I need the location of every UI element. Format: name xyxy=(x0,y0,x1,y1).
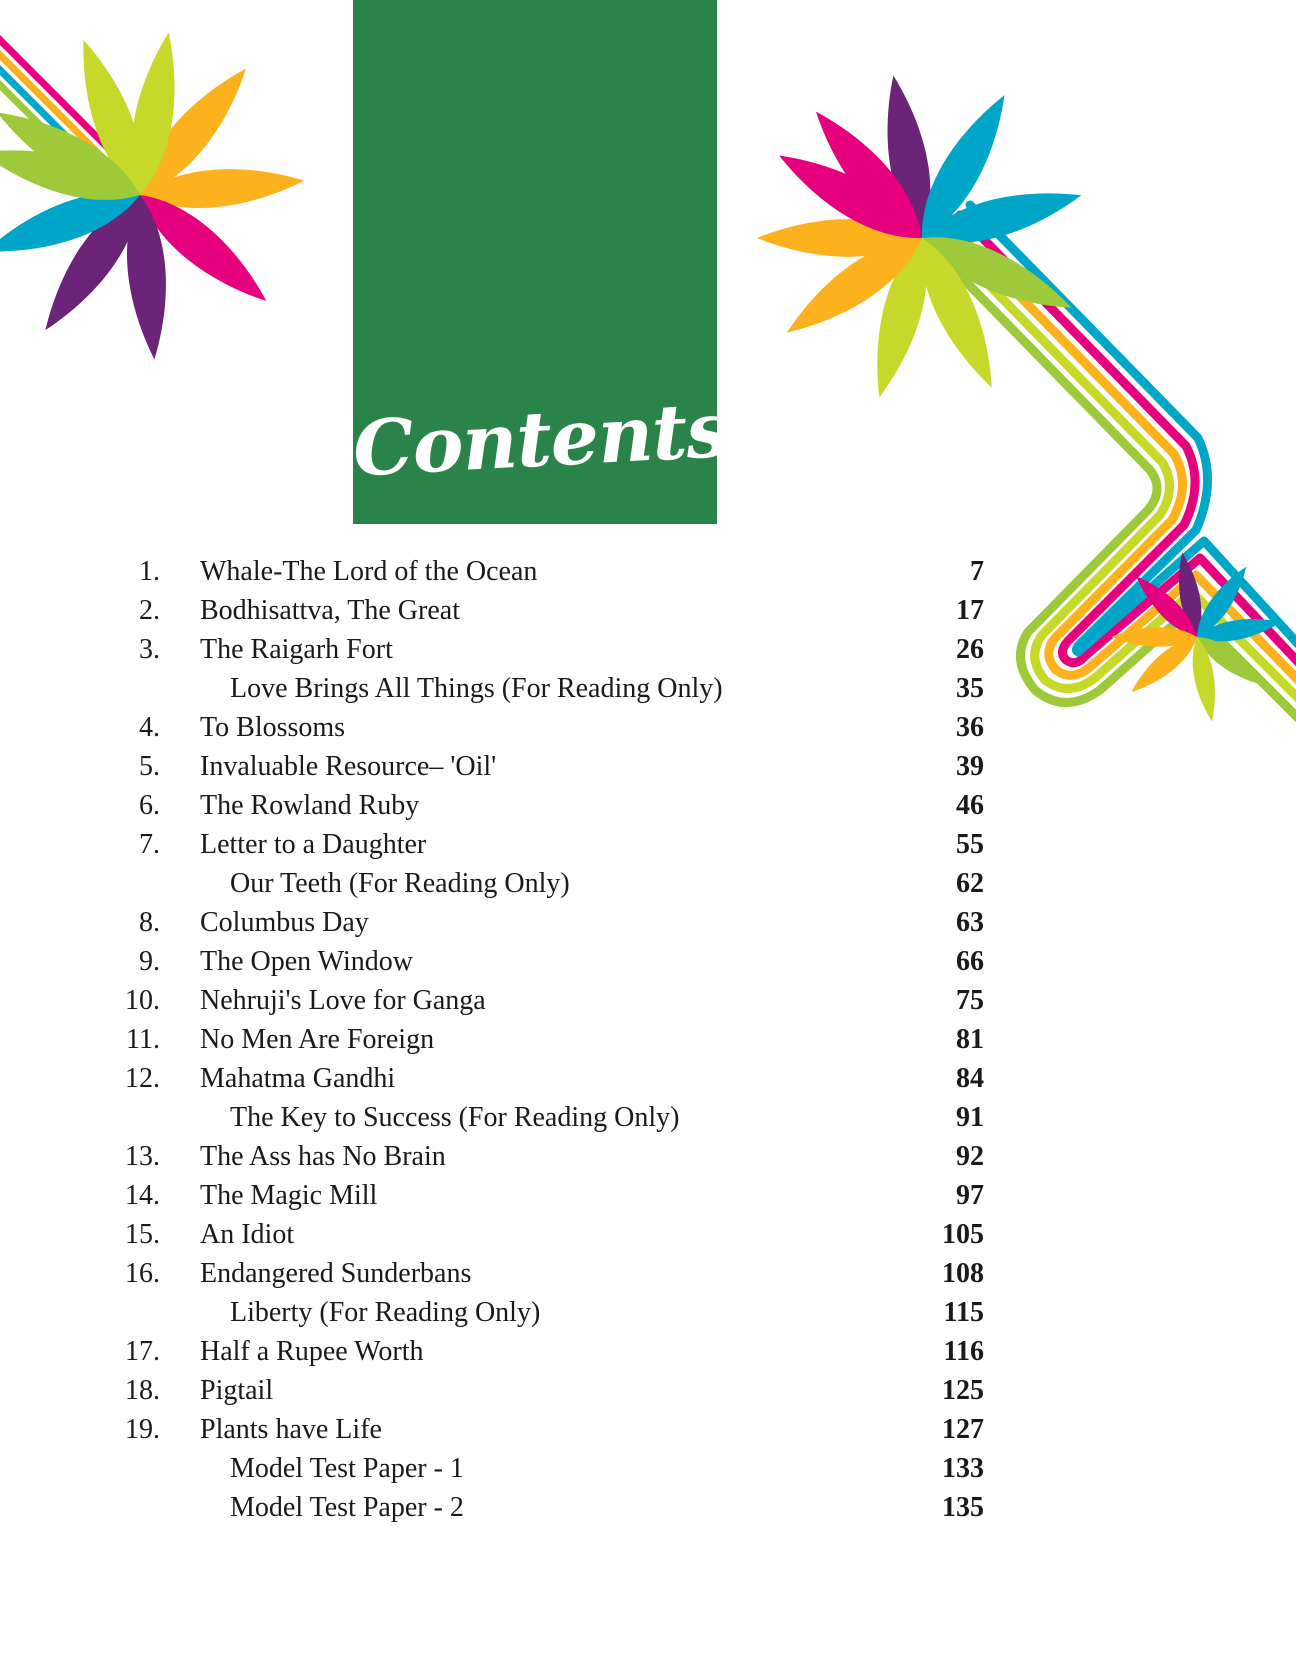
toc-number: 1. xyxy=(139,556,160,587)
flower-top-left-icon xyxy=(0,29,306,361)
toc-title: Whale-The Lord of the Ocean xyxy=(200,556,538,587)
toc-title: The Key to Success (For Reading Only) xyxy=(230,1102,680,1133)
toc-page-number: 36 xyxy=(956,712,984,743)
toc-title: To Blossoms xyxy=(200,712,346,743)
toc-page-number: 91 xyxy=(956,1102,984,1133)
toc-page-number: 7 xyxy=(970,556,984,587)
toc-number: 8. xyxy=(139,907,160,938)
toc-row[interactable] xyxy=(0,1488,1296,1527)
toc-title: Letter to a Daughter xyxy=(200,829,427,860)
toc-page-number: 127 xyxy=(942,1414,984,1445)
toc-title: The Ass has No Brain xyxy=(200,1141,446,1172)
toc-title: The Magic Mill xyxy=(200,1180,378,1211)
toc-title: Love Brings All Things (For Reading Only) xyxy=(230,673,723,704)
toc-number: 10. xyxy=(125,985,160,1016)
toc-number: 5. xyxy=(139,751,160,782)
toc-title: Our Teeth (For Reading Only) xyxy=(230,868,570,899)
toc-page-number: 105 xyxy=(942,1219,984,1250)
toc-page-number: 133 xyxy=(942,1453,984,1484)
toc-page-number: 17 xyxy=(956,595,984,626)
toc-number: 6. xyxy=(139,790,160,821)
toc-row[interactable] xyxy=(0,981,1296,1020)
toc-title: Invaluable Resource– 'Oil' xyxy=(200,751,497,782)
toc-page-number: 46 xyxy=(956,790,984,821)
toc-title: Pigtail xyxy=(200,1375,274,1406)
toc-page-number: 39 xyxy=(956,751,984,782)
toc-row[interactable] xyxy=(0,1137,1296,1176)
toc-row[interactable] xyxy=(0,942,1296,981)
toc-page-number: 97 xyxy=(956,1180,984,1211)
toc-title: The Raigarh Fort xyxy=(200,634,393,665)
toc-page-number: 92 xyxy=(956,1141,984,1172)
toc-page-number: 125 xyxy=(942,1375,984,1406)
toc-number: 16. xyxy=(125,1258,160,1289)
toc-page-number: 108 xyxy=(942,1258,984,1289)
toc-row[interactable] xyxy=(0,1254,1296,1293)
toc-number: 19. xyxy=(125,1414,160,1445)
toc-row[interactable] xyxy=(0,903,1296,942)
toc-page-number: 35 xyxy=(956,673,984,704)
toc-number: 15. xyxy=(125,1219,160,1250)
toc-page-number: 66 xyxy=(956,946,984,977)
toc-row[interactable] xyxy=(0,825,1296,864)
toc-page-number: 75 xyxy=(956,985,984,1016)
toc-number: 9. xyxy=(139,946,160,977)
toc-title: Bodhisattva, The Great xyxy=(200,595,460,626)
toc-row[interactable] xyxy=(0,786,1296,825)
toc-title: The Rowland Ruby xyxy=(200,790,420,821)
toc-title: Model Test Paper - 2 xyxy=(230,1492,464,1523)
toc-row[interactable] xyxy=(0,630,1296,669)
toc-title: Model Test Paper - 1 xyxy=(230,1453,464,1484)
toc-page-number: 81 xyxy=(956,1024,984,1055)
toc-row[interactable] xyxy=(0,1098,1296,1137)
toc-number: 12. xyxy=(125,1063,160,1094)
toc-row[interactable] xyxy=(0,1215,1296,1254)
toc-number: 3. xyxy=(139,634,160,665)
page-title: Contents xyxy=(350,384,731,494)
toc-page-number: 55 xyxy=(956,829,984,860)
toc-title: The Open Window xyxy=(200,946,413,977)
toc-number: 18. xyxy=(125,1375,160,1406)
toc-number: 2. xyxy=(139,595,160,626)
toc-number: 14. xyxy=(125,1180,160,1211)
toc-row[interactable] xyxy=(0,1449,1296,1488)
toc-title: An Idiot xyxy=(200,1219,295,1250)
toc-page-number: 26 xyxy=(956,634,984,665)
toc-number: 13. xyxy=(125,1141,160,1172)
toc-row[interactable] xyxy=(0,1020,1296,1059)
toc-row[interactable] xyxy=(0,552,1296,591)
toc-row[interactable] xyxy=(0,591,1296,630)
toc-title: Columbus Day xyxy=(200,907,369,938)
toc-number: 17. xyxy=(125,1336,160,1367)
toc-row[interactable] xyxy=(0,1176,1296,1215)
toc-page-number: 63 xyxy=(956,907,984,938)
toc-page-number: 62 xyxy=(956,868,984,899)
toc-number: 11. xyxy=(126,1024,160,1055)
toc-row[interactable] xyxy=(0,747,1296,786)
toc-row[interactable] xyxy=(0,864,1296,903)
title-banner xyxy=(350,0,731,524)
toc-row[interactable] xyxy=(0,708,1296,747)
toc-title: Half a Rupee Worth xyxy=(200,1336,424,1367)
toc-title: Mahatma Gandhi xyxy=(200,1063,396,1094)
toc-page-number: 115 xyxy=(943,1297,984,1328)
toc-number: 4. xyxy=(139,712,160,743)
toc-row[interactable] xyxy=(0,1059,1296,1098)
toc-row[interactable] xyxy=(0,1332,1296,1371)
toc-page-number: 135 xyxy=(942,1492,984,1523)
toc-number: 7. xyxy=(139,829,160,860)
toc-row[interactable] xyxy=(0,1371,1296,1410)
toc-row[interactable] xyxy=(0,1410,1296,1449)
toc-row[interactable] xyxy=(0,669,1296,708)
toc-row[interactable] xyxy=(0,1293,1296,1332)
toc-title: No Men Are Foreign xyxy=(200,1024,435,1055)
toc-title: Plants have Life xyxy=(200,1414,382,1445)
toc-page-number: 116 xyxy=(943,1336,984,1367)
toc-title: Liberty (For Reading Only) xyxy=(230,1297,541,1328)
toc-title: Nehruji's Love for Ganga xyxy=(200,985,486,1016)
toc-page-number: 84 xyxy=(956,1063,984,1094)
toc-title: Endangered Sunderbans xyxy=(200,1258,472,1289)
